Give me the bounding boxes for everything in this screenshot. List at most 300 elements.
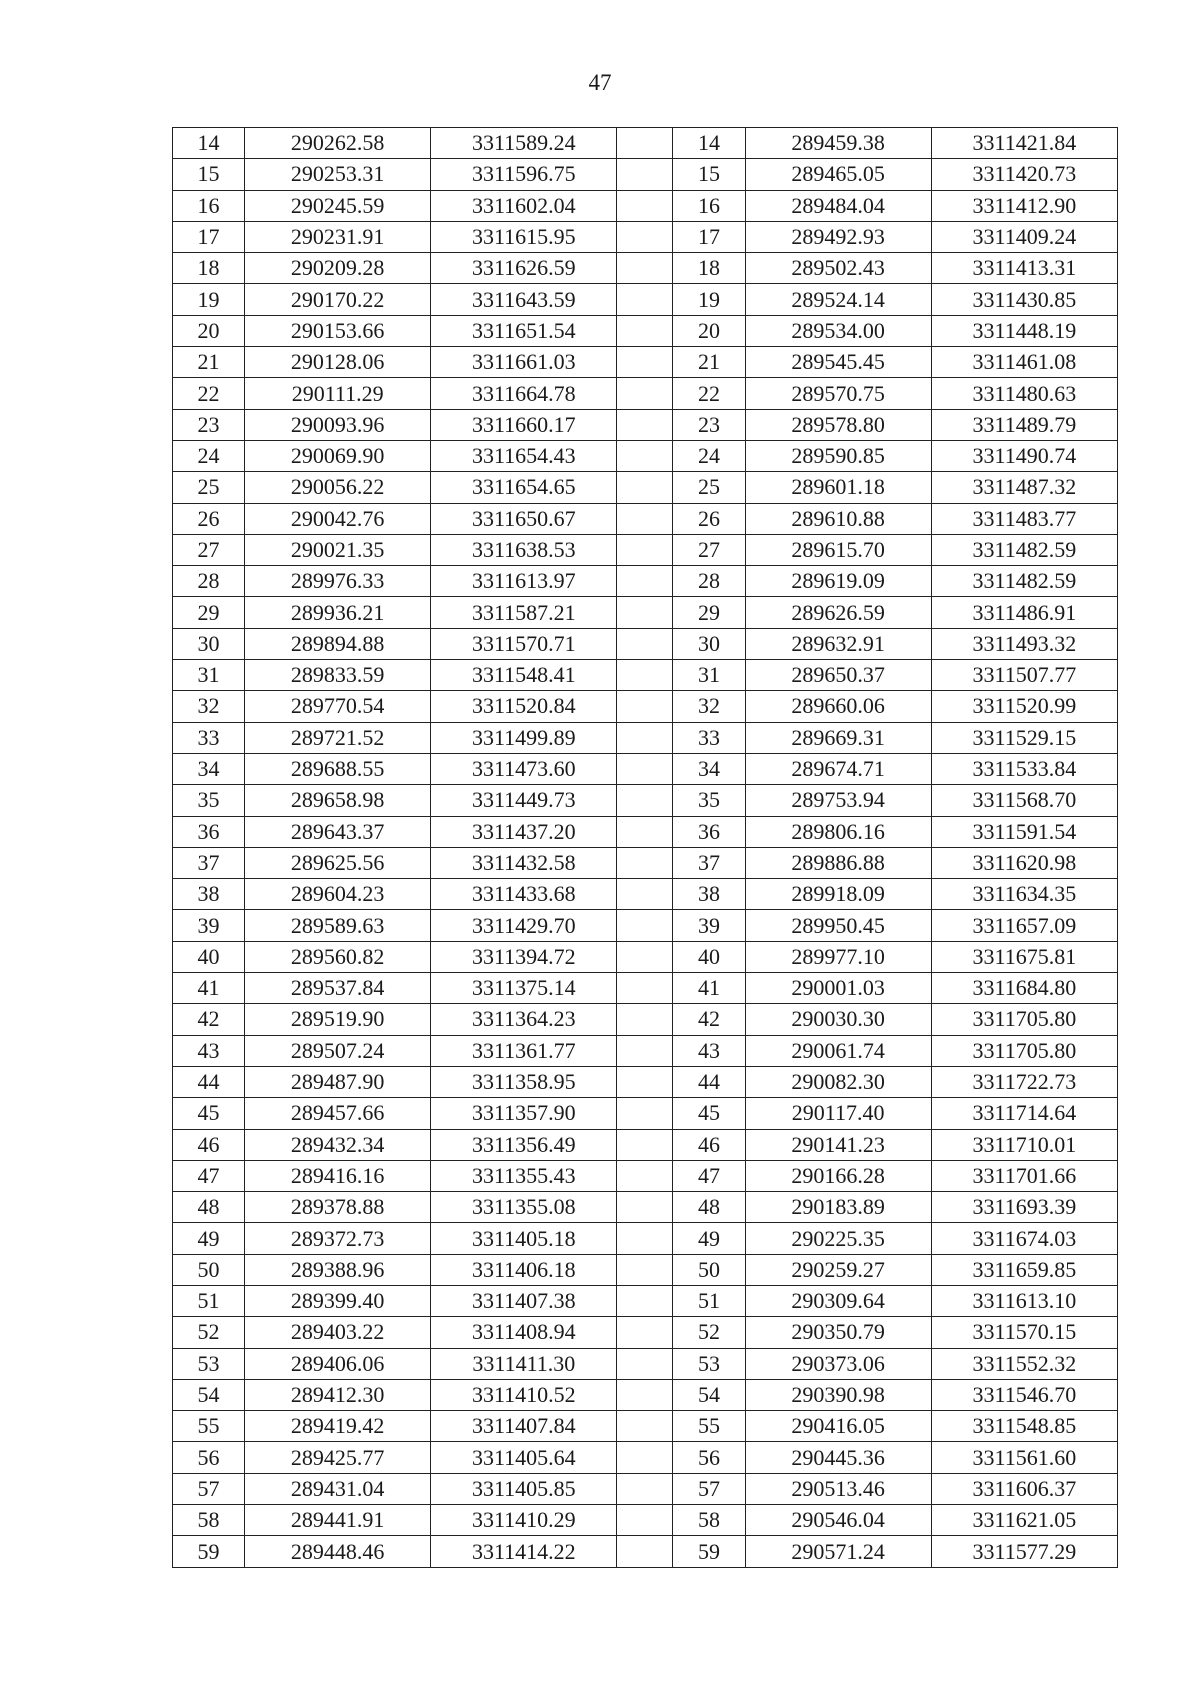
x-coordinate-right: 289886.88	[745, 847, 931, 878]
point-number-right: 27	[673, 534, 745, 565]
y-coordinate-right: 3311490.74	[931, 440, 1117, 471]
table-row	[173, 1254, 1118, 1285]
y-coordinate-right: 3311705.80	[931, 1004, 1117, 1035]
separator-cell	[617, 973, 673, 1004]
separator-cell	[617, 660, 673, 691]
separator-cell	[617, 1223, 673, 1254]
x-coordinate-right: 290513.46	[745, 1473, 931, 1504]
y-coordinate-left: 3311613.97	[431, 566, 617, 597]
point-number-right: 51	[673, 1285, 745, 1316]
point-number-left: 45	[173, 1098, 245, 1129]
separator-cell	[617, 534, 673, 565]
x-coordinate-right: 290166.28	[745, 1160, 931, 1191]
point-number-right: 50	[673, 1254, 745, 1285]
x-coordinate-left: 290153.66	[245, 315, 431, 346]
y-coordinate-right: 3311675.81	[931, 941, 1117, 972]
x-coordinate-left: 289936.21	[245, 597, 431, 628]
table-row	[173, 722, 1118, 753]
x-coordinate-left: 289507.24	[245, 1035, 431, 1066]
table-row	[173, 910, 1118, 941]
point-number-right: 48	[673, 1192, 745, 1223]
point-number-right: 24	[673, 440, 745, 471]
point-number-left: 57	[173, 1473, 245, 1504]
point-number-left: 51	[173, 1285, 245, 1316]
y-coordinate-left: 3311654.65	[431, 472, 617, 503]
point-number-right: 21	[673, 347, 745, 378]
y-coordinate-right: 3311714.64	[931, 1098, 1117, 1129]
x-coordinate-left: 289643.37	[245, 816, 431, 847]
y-coordinate-left: 3311520.84	[431, 691, 617, 722]
separator-cell	[617, 128, 673, 159]
x-coordinate-left: 290056.22	[245, 472, 431, 503]
separator-cell	[617, 190, 673, 221]
point-number-left: 21	[173, 347, 245, 378]
x-coordinate-right: 290350.79	[745, 1317, 931, 1348]
separator-cell	[617, 1379, 673, 1410]
y-coordinate-left: 3311410.29	[431, 1505, 617, 1536]
point-number-right: 17	[673, 221, 745, 252]
x-coordinate-right: 289570.75	[745, 378, 931, 409]
y-coordinate-left: 3311406.18	[431, 1254, 617, 1285]
point-number-left: 53	[173, 1348, 245, 1379]
separator-cell	[617, 253, 673, 284]
x-coordinate-left: 289519.90	[245, 1004, 431, 1035]
point-number-left: 28	[173, 566, 245, 597]
separator-cell	[617, 816, 673, 847]
x-coordinate-right: 289660.06	[745, 691, 931, 722]
x-coordinate-right: 289918.09	[745, 879, 931, 910]
x-coordinate-right: 289502.43	[745, 253, 931, 284]
y-coordinate-right: 3311461.08	[931, 347, 1117, 378]
x-coordinate-right: 289459.38	[745, 128, 931, 159]
table-row	[173, 378, 1118, 409]
x-coordinate-right: 290117.40	[745, 1098, 931, 1129]
x-coordinate-right: 289590.85	[745, 440, 931, 471]
x-coordinate-right: 289632.91	[745, 628, 931, 659]
y-coordinate-left: 3311596.75	[431, 159, 617, 190]
point-number-left: 15	[173, 159, 245, 190]
x-coordinate-left: 290069.90	[245, 440, 431, 471]
x-coordinate-right: 289669.31	[745, 722, 931, 753]
y-coordinate-right: 3311448.19	[931, 315, 1117, 346]
y-coordinate-right: 3311413.31	[931, 253, 1117, 284]
x-coordinate-left: 289894.88	[245, 628, 431, 659]
y-coordinate-left: 3311407.84	[431, 1411, 617, 1442]
table-row	[173, 440, 1118, 471]
y-coordinate-left: 3311473.60	[431, 753, 617, 784]
separator-cell	[617, 1035, 673, 1066]
point-number-right: 37	[673, 847, 745, 878]
x-coordinate-left: 290093.96	[245, 409, 431, 440]
point-number-left: 55	[173, 1411, 245, 1442]
x-coordinate-right: 290571.24	[745, 1536, 931, 1567]
separator-cell	[617, 284, 673, 315]
y-coordinate-left: 3311356.49	[431, 1129, 617, 1160]
point-number-left: 30	[173, 628, 245, 659]
y-coordinate-right: 3311520.99	[931, 691, 1117, 722]
separator-cell	[617, 347, 673, 378]
y-coordinate-right: 3311710.01	[931, 1129, 1117, 1160]
y-coordinate-left: 3311651.54	[431, 315, 617, 346]
x-coordinate-left: 289688.55	[245, 753, 431, 784]
table-row	[173, 660, 1118, 691]
separator-cell	[617, 753, 673, 784]
y-coordinate-right: 3311722.73	[931, 1066, 1117, 1097]
table-row	[173, 315, 1118, 346]
table-row	[173, 816, 1118, 847]
separator-cell	[617, 1192, 673, 1223]
x-coordinate-left: 289378.88	[245, 1192, 431, 1223]
point-number-left: 22	[173, 378, 245, 409]
y-coordinate-left: 3311429.70	[431, 910, 617, 941]
x-coordinate-right: 290259.27	[745, 1254, 931, 1285]
point-number-left: 25	[173, 472, 245, 503]
y-coordinate-left: 3311626.59	[431, 253, 617, 284]
table-row	[173, 1129, 1118, 1160]
point-number-left: 18	[173, 253, 245, 284]
point-number-left: 26	[173, 503, 245, 534]
point-number-right: 55	[673, 1411, 745, 1442]
separator-cell	[617, 1317, 673, 1348]
y-coordinate-left: 3311548.41	[431, 660, 617, 691]
y-coordinate-left: 3311405.18	[431, 1223, 617, 1254]
y-coordinate-left: 3311375.14	[431, 973, 617, 1004]
point-number-left: 40	[173, 941, 245, 972]
y-coordinate-left: 3311357.90	[431, 1098, 617, 1129]
x-coordinate-right: 289610.88	[745, 503, 931, 534]
point-number-right: 39	[673, 910, 745, 941]
point-number-right: 33	[673, 722, 745, 753]
y-coordinate-right: 3311701.66	[931, 1160, 1117, 1191]
point-number-left: 24	[173, 440, 245, 471]
y-coordinate-right: 3311606.37	[931, 1473, 1117, 1504]
table-row	[173, 1004, 1118, 1035]
separator-cell	[617, 1160, 673, 1191]
y-coordinate-right: 3311577.29	[931, 1536, 1117, 1567]
table-row	[173, 753, 1118, 784]
point-number-right: 57	[673, 1473, 745, 1504]
point-number-left: 42	[173, 1004, 245, 1035]
y-coordinate-right: 3311561.60	[931, 1442, 1117, 1473]
point-number-right: 28	[673, 566, 745, 597]
coordinates-table-body	[173, 128, 1118, 1568]
point-number-right: 36	[673, 816, 745, 847]
table-row	[173, 221, 1118, 252]
x-coordinate-right: 289806.16	[745, 816, 931, 847]
x-coordinate-left: 290042.76	[245, 503, 431, 534]
x-coordinate-left: 290231.91	[245, 221, 431, 252]
y-coordinate-left: 3311411.30	[431, 1348, 617, 1379]
table-row	[173, 1160, 1118, 1191]
coordinates-table	[172, 127, 1118, 1568]
x-coordinate-right: 290141.23	[745, 1129, 931, 1160]
table-row	[173, 1192, 1118, 1223]
point-number-left: 39	[173, 910, 245, 941]
point-number-left: 29	[173, 597, 245, 628]
point-number-left: 36	[173, 816, 245, 847]
y-coordinate-left: 3311638.53	[431, 534, 617, 565]
separator-cell	[617, 628, 673, 659]
separator-cell	[617, 910, 673, 941]
y-coordinate-right: 3311409.24	[931, 221, 1117, 252]
table-row	[173, 409, 1118, 440]
point-number-left: 48	[173, 1192, 245, 1223]
y-coordinate-left: 3311499.89	[431, 722, 617, 753]
point-number-right: 14	[673, 128, 745, 159]
point-number-right: 23	[673, 409, 745, 440]
y-coordinate-right: 3311486.91	[931, 597, 1117, 628]
x-coordinate-left: 289976.33	[245, 566, 431, 597]
y-coordinate-left: 3311570.71	[431, 628, 617, 659]
separator-cell	[617, 409, 673, 440]
x-coordinate-right: 289484.04	[745, 190, 931, 221]
x-coordinate-left: 289721.52	[245, 722, 431, 753]
point-number-left: 59	[173, 1536, 245, 1567]
table-row	[173, 1223, 1118, 1254]
separator-cell	[617, 597, 673, 628]
separator-cell	[617, 315, 673, 346]
x-coordinate-right: 290061.74	[745, 1035, 931, 1066]
x-coordinate-left: 289589.63	[245, 910, 431, 941]
table-row	[173, 566, 1118, 597]
x-coordinate-left: 289770.54	[245, 691, 431, 722]
y-coordinate-left: 3311410.52	[431, 1379, 617, 1410]
x-coordinate-left: 289399.40	[245, 1285, 431, 1316]
y-coordinate-right: 3311659.85	[931, 1254, 1117, 1285]
table-row	[173, 1505, 1118, 1536]
y-coordinate-right: 3311430.85	[931, 284, 1117, 315]
point-number-right: 30	[673, 628, 745, 659]
point-number-left: 20	[173, 315, 245, 346]
point-number-right: 34	[673, 753, 745, 784]
point-number-right: 43	[673, 1035, 745, 1066]
x-coordinate-left: 290209.28	[245, 253, 431, 284]
y-coordinate-right: 3311657.09	[931, 910, 1117, 941]
x-coordinate-left: 289431.04	[245, 1473, 431, 1504]
table-row	[173, 1066, 1118, 1097]
y-coordinate-right: 3311493.32	[931, 628, 1117, 659]
point-number-left: 19	[173, 284, 245, 315]
separator-cell	[617, 1129, 673, 1160]
page-number: 47	[588, 70, 612, 95]
point-number-right: 18	[673, 253, 745, 284]
point-number-right: 29	[673, 597, 745, 628]
y-coordinate-left: 3311643.59	[431, 284, 617, 315]
table-row	[173, 973, 1118, 1004]
x-coordinate-left: 289604.23	[245, 879, 431, 910]
x-coordinate-right: 289578.80	[745, 409, 931, 440]
point-number-left: 46	[173, 1129, 245, 1160]
y-coordinate-right: 3311546.70	[931, 1379, 1117, 1410]
table-row	[173, 534, 1118, 565]
table-row	[173, 941, 1118, 972]
point-number-right: 41	[673, 973, 745, 1004]
separator-cell	[617, 221, 673, 252]
x-coordinate-right: 290082.30	[745, 1066, 931, 1097]
separator-cell	[617, 1536, 673, 1567]
y-coordinate-left: 3311433.68	[431, 879, 617, 910]
point-number-right: 46	[673, 1129, 745, 1160]
table-row	[173, 1098, 1118, 1129]
x-coordinate-right: 289615.70	[745, 534, 931, 565]
y-coordinate-right: 3311674.03	[931, 1223, 1117, 1254]
point-number-left: 27	[173, 534, 245, 565]
y-coordinate-left: 3311361.77	[431, 1035, 617, 1066]
x-coordinate-right: 290445.36	[745, 1442, 931, 1473]
x-coordinate-left: 289412.30	[245, 1379, 431, 1410]
y-coordinate-right: 3311552.32	[931, 1348, 1117, 1379]
y-coordinate-right: 3311621.05	[931, 1505, 1117, 1536]
x-coordinate-left: 289419.42	[245, 1411, 431, 1442]
y-coordinate-right: 3311482.59	[931, 566, 1117, 597]
point-number-right: 52	[673, 1317, 745, 1348]
x-coordinate-left: 290245.59	[245, 190, 431, 221]
y-coordinate-left: 3311437.20	[431, 816, 617, 847]
y-coordinate-right: 3311482.59	[931, 534, 1117, 565]
point-number-left: 17	[173, 221, 245, 252]
x-coordinate-left: 290111.29	[245, 378, 431, 409]
table-row	[173, 128, 1118, 159]
point-number-left: 16	[173, 190, 245, 221]
point-number-left: 38	[173, 879, 245, 910]
point-number-right: 47	[673, 1160, 745, 1191]
point-number-right: 31	[673, 660, 745, 691]
point-number-left: 49	[173, 1223, 245, 1254]
x-coordinate-right: 290001.03	[745, 973, 931, 1004]
y-coordinate-left: 3311449.73	[431, 785, 617, 816]
x-coordinate-left: 290253.31	[245, 159, 431, 190]
point-number-left: 31	[173, 660, 245, 691]
point-number-left: 58	[173, 1505, 245, 1536]
separator-cell	[617, 1473, 673, 1504]
x-coordinate-left: 289833.59	[245, 660, 431, 691]
y-coordinate-left: 3311587.21	[431, 597, 617, 628]
table-row	[173, 190, 1118, 221]
y-coordinate-right: 3311548.85	[931, 1411, 1117, 1442]
x-coordinate-right: 289753.94	[745, 785, 931, 816]
x-coordinate-right: 290416.05	[745, 1411, 931, 1442]
x-coordinate-left: 289372.73	[245, 1223, 431, 1254]
separator-cell	[617, 847, 673, 878]
table-row	[173, 1473, 1118, 1504]
point-number-right: 54	[673, 1379, 745, 1410]
x-coordinate-right: 290390.98	[745, 1379, 931, 1410]
x-coordinate-right: 289619.09	[745, 566, 931, 597]
separator-cell	[617, 159, 673, 190]
table-row	[173, 879, 1118, 910]
point-number-left: 14	[173, 128, 245, 159]
table-row	[173, 691, 1118, 722]
point-number-left: 37	[173, 847, 245, 878]
table-row	[173, 628, 1118, 659]
table-row	[173, 347, 1118, 378]
y-coordinate-left: 3311355.43	[431, 1160, 617, 1191]
separator-cell	[617, 1254, 673, 1285]
table-row	[173, 503, 1118, 534]
y-coordinate-left: 3311408.94	[431, 1317, 617, 1348]
point-number-left: 32	[173, 691, 245, 722]
point-number-left: 41	[173, 973, 245, 1004]
y-coordinate-left: 3311650.67	[431, 503, 617, 534]
point-number-right: 42	[673, 1004, 745, 1035]
x-coordinate-left: 289625.56	[245, 847, 431, 878]
separator-cell	[617, 691, 673, 722]
point-number-right: 32	[673, 691, 745, 722]
y-coordinate-left: 3311405.85	[431, 1473, 617, 1504]
y-coordinate-left: 3311615.95	[431, 221, 617, 252]
y-coordinate-right: 3311591.54	[931, 816, 1117, 847]
point-number-right: 20	[673, 315, 745, 346]
x-coordinate-left: 289457.66	[245, 1098, 431, 1129]
y-coordinate-right: 3311568.70	[931, 785, 1117, 816]
point-number-left: 34	[173, 753, 245, 784]
x-coordinate-left: 290170.22	[245, 284, 431, 315]
y-coordinate-right: 3311693.39	[931, 1192, 1117, 1223]
table-row	[173, 159, 1118, 190]
x-coordinate-right: 289545.45	[745, 347, 931, 378]
separator-cell	[617, 503, 673, 534]
point-number-left: 35	[173, 785, 245, 816]
y-coordinate-left: 3311414.22	[431, 1536, 617, 1567]
separator-cell	[617, 1505, 673, 1536]
x-coordinate-left: 290021.35	[245, 534, 431, 565]
point-number-right: 58	[673, 1505, 745, 1536]
x-coordinate-left: 289658.98	[245, 785, 431, 816]
y-coordinate-left: 3311432.58	[431, 847, 617, 878]
point-number-left: 56	[173, 1442, 245, 1473]
x-coordinate-right: 289492.93	[745, 221, 931, 252]
point-number-left: 33	[173, 722, 245, 753]
table-row	[173, 1035, 1118, 1066]
table-row	[173, 597, 1118, 628]
point-number-right: 19	[673, 284, 745, 315]
point-number-right: 16	[673, 190, 745, 221]
table-row	[173, 847, 1118, 878]
x-coordinate-right: 290309.64	[745, 1285, 931, 1316]
x-coordinate-right: 289534.00	[745, 315, 931, 346]
y-coordinate-left: 3311407.38	[431, 1285, 617, 1316]
y-coordinate-right: 3311412.90	[931, 190, 1117, 221]
point-number-right: 38	[673, 879, 745, 910]
separator-cell	[617, 1004, 673, 1035]
x-coordinate-right: 290183.89	[745, 1192, 931, 1223]
x-coordinate-left: 289537.84	[245, 973, 431, 1004]
table-row	[173, 1348, 1118, 1379]
x-coordinate-left: 289403.22	[245, 1317, 431, 1348]
point-number-left: 52	[173, 1317, 245, 1348]
y-coordinate-right: 3311489.79	[931, 409, 1117, 440]
y-coordinate-right: 3311620.98	[931, 847, 1117, 878]
y-coordinate-left: 3311405.64	[431, 1442, 617, 1473]
y-coordinate-right: 3311421.84	[931, 128, 1117, 159]
x-coordinate-right: 289674.71	[745, 753, 931, 784]
x-coordinate-left: 289560.82	[245, 941, 431, 972]
table-row	[173, 472, 1118, 503]
x-coordinate-right: 290030.30	[745, 1004, 931, 1035]
separator-cell	[617, 722, 673, 753]
separator-cell	[617, 1285, 673, 1316]
x-coordinate-left: 289388.96	[245, 1254, 431, 1285]
y-coordinate-right: 3311533.84	[931, 753, 1117, 784]
y-coordinate-right: 3311570.15	[931, 1317, 1117, 1348]
y-coordinate-left: 3311660.17	[431, 409, 617, 440]
x-coordinate-left: 289416.16	[245, 1160, 431, 1191]
y-coordinate-left: 3311364.23	[431, 1004, 617, 1035]
table-row	[173, 1317, 1118, 1348]
point-number-left: 23	[173, 409, 245, 440]
x-coordinate-left: 289487.90	[245, 1066, 431, 1097]
separator-cell	[617, 566, 673, 597]
